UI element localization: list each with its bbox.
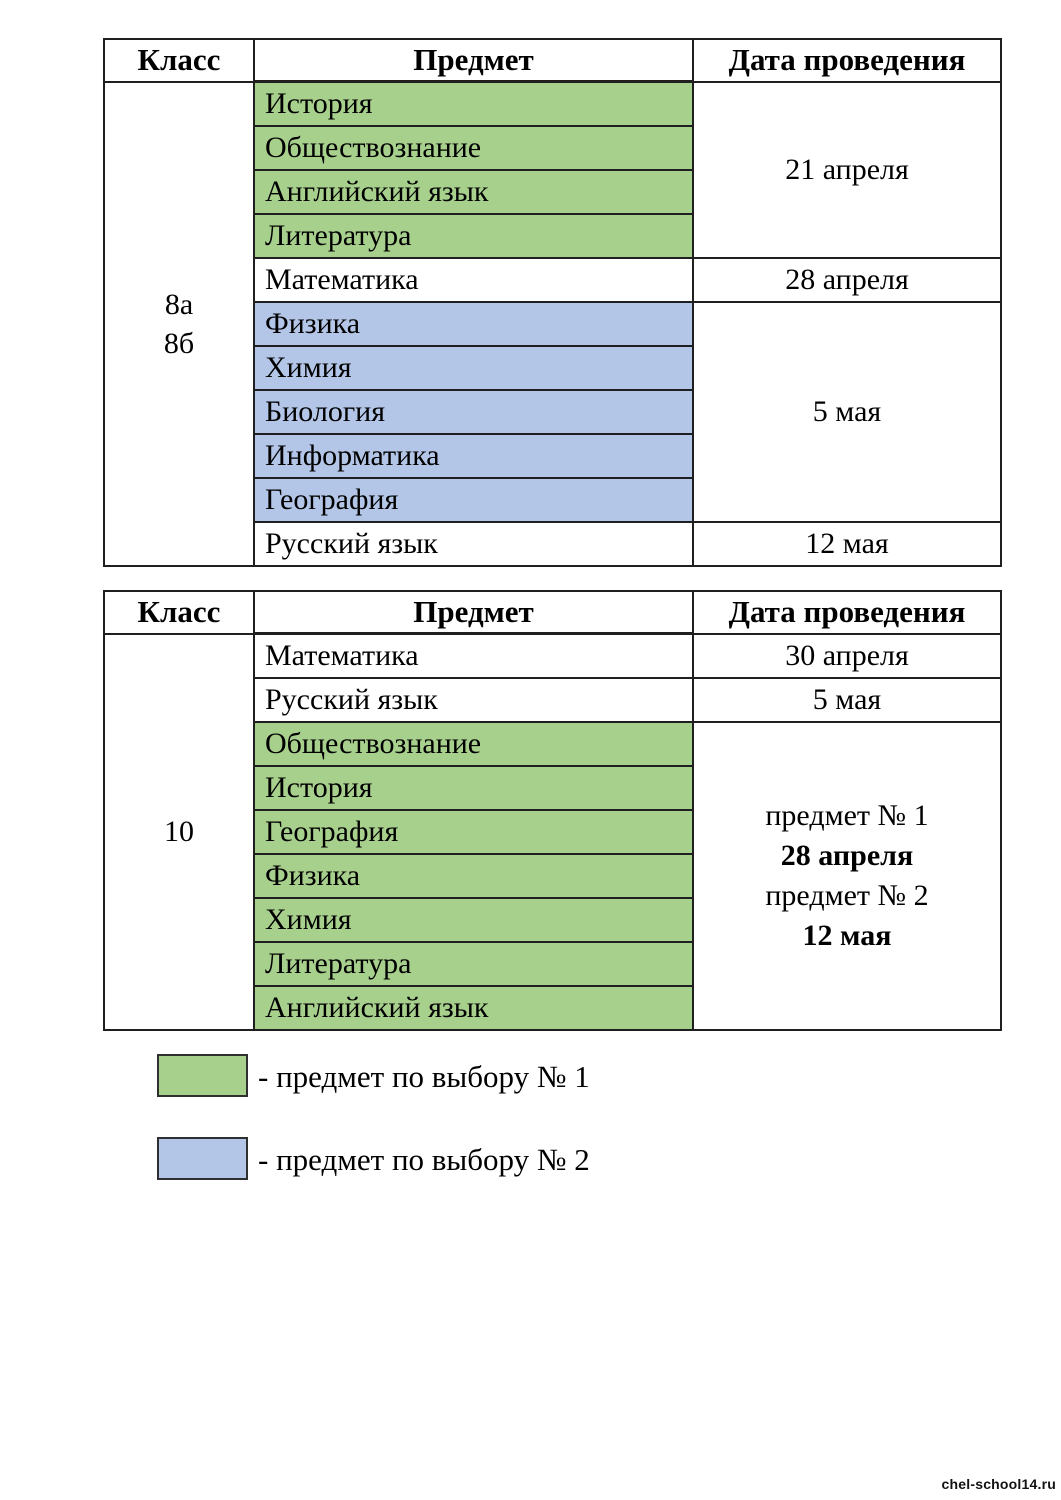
date-cell: 28 апреля [693, 258, 1001, 302]
subject-cell: Обществознание [254, 722, 693, 766]
header-subject: Предмет [254, 591, 693, 634]
subject-cell: История [254, 82, 693, 127]
table-header-row [104, 591, 1001, 634]
date-cell: 5 мая [693, 302, 1001, 522]
subject-cell: Литература [254, 214, 693, 258]
header-date: Дата проведения [693, 591, 1001, 634]
class-label-line: 10 [164, 815, 194, 849]
class-label-line: 8б [163, 326, 195, 360]
table-header-row [104, 39, 1001, 82]
class-label-cell [104, 82, 254, 567]
subject-cell: Математика [254, 634, 693, 679]
subject-cell: Биология [254, 390, 693, 434]
subject-cell: География [254, 810, 693, 854]
choice-date-line: предмет № 1 [765, 799, 929, 833]
exam-schedule-table-10 [103, 590, 1002, 1031]
date-cell-choice-block [693, 722, 1001, 1030]
green-swatch [157, 1054, 248, 1097]
subject-cell: Английский язык [254, 170, 693, 214]
header-class: Класс [104, 591, 254, 634]
subject-cell: География [254, 478, 693, 522]
choice-date-line: 28 апреля [780, 839, 914, 873]
header-subject: Предмет [254, 39, 693, 82]
blue-swatch [157, 1137, 248, 1180]
choice-date-line: 12 мая [802, 918, 892, 952]
date-cell: 21 апреля [693, 82, 1001, 259]
class-label-cell [104, 634, 254, 1031]
subject-cell: Физика [254, 854, 693, 898]
legend-label: - предмет по выбору № 1 [258, 1058, 590, 1094]
site-watermark: chel-school14.ru [941, 1476, 1056, 1492]
subject-cell: Обществознание [254, 126, 693, 170]
subject-cell: Физика [254, 302, 693, 346]
subject-cell: Информатика [254, 434, 693, 478]
date-cell: 5 мая [693, 678, 1001, 722]
legend-item-choice1 [157, 1053, 590, 1097]
class-label-line: 8а [164, 287, 194, 321]
legend [157, 1053, 590, 1219]
header-date: Дата проведения [693, 39, 1001, 82]
subject-cell: Химия [254, 346, 693, 390]
header-class: Класс [104, 39, 254, 82]
legend-label: - предмет по выбору № 2 [258, 1141, 590, 1177]
subject-cell: Химия [254, 898, 693, 942]
subject-cell: Математика [254, 258, 693, 302]
subject-cell: Русский язык [254, 678, 693, 722]
subject-cell: История [254, 766, 693, 810]
exam-schedule-table-8 [103, 38, 1002, 567]
legend-item-choice2 [157, 1136, 590, 1180]
table-row [104, 82, 1001, 127]
choice-date-line: предмет № 2 [765, 879, 929, 912]
date-cell: 12 мая [693, 522, 1001, 566]
subject-cell: Русский язык [254, 522, 693, 566]
subject-cell: Английский язык [254, 986, 693, 1030]
subject-cell: Литература [254, 942, 693, 986]
date-cell: 30 апреля [693, 634, 1001, 679]
table-row [104, 634, 1001, 679]
